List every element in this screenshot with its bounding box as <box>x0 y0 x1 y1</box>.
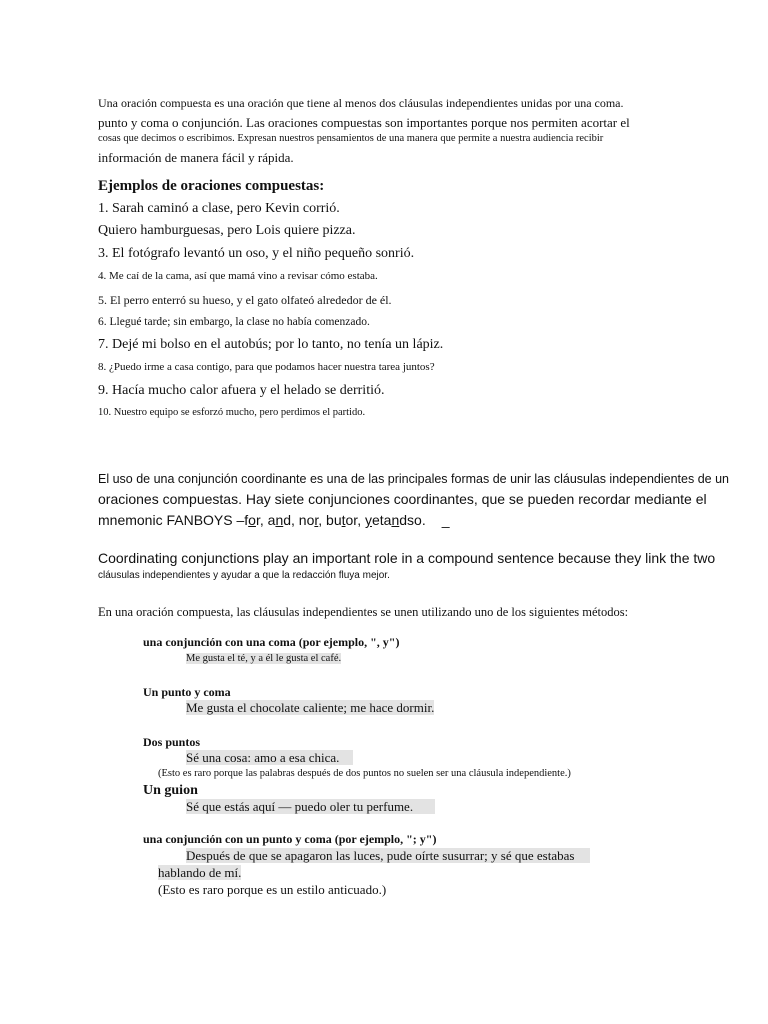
intro-line-1: Una oración compuesta es una oración que tiene al menos dos cláusulas independientes unidas por una coma. <box>98 96 624 110</box>
example-10: 10. Nuestro equipo se esforzó mucho, pero perdimos el partido. <box>98 407 366 418</box>
method-1-example-text: Me gusta el té, y a él le gusta el café. <box>186 653 342 664</box>
fanboys-text: dso. <box>399 512 426 528</box>
method-4-example <box>186 799 435 815</box>
method-3-note: (Esto es raro porque las palabras después de dos puntos no suelen ser una cláusula independiente.) <box>158 768 571 779</box>
method-3-example-text: Sé una cosa: amo a esa chica. <box>186 750 353 765</box>
fanboys-letter: t <box>341 512 346 528</box>
method-5-example-text-1: Después de que se apagaron las luces, pude oírte susurrar; y sé que estabas <box>186 848 590 863</box>
method-1-title: una conjunción con una coma (por ejemplo, ", y") <box>143 635 400 649</box>
example-4: 4. Me caí de la cama, así que mamá vino a revisar cómo estaba. <box>98 270 378 282</box>
fanboys-text: , bu <box>318 512 342 528</box>
method-2-title: Un punto y coma <box>143 685 231 699</box>
fanboys-letter: n <box>275 512 284 528</box>
method-4-title: Un guion <box>143 783 198 798</box>
coordinating-line-1: Coordinating conjunctions play an important role in a compound sentence because they link the two <box>98 550 716 566</box>
fanboys-text: eta <box>371 512 392 528</box>
example-5: 5. El perro enterró su hueso, y el gato olfateó alrededor de él. <box>98 293 392 307</box>
intro-line-4: información de manera fácil y rápida. <box>98 150 294 165</box>
method-3-example <box>186 750 353 766</box>
example-1: 1. Sarah caminó a clase, pero Kevin corrió. <box>98 201 340 216</box>
method-4-example-text: Sé que estás aquí — puedo oler tu perfume. <box>186 799 435 814</box>
example-9: 9. Hacía mucho calor afuera y el helado se derritió. <box>98 383 385 398</box>
fanboys-text: or, <box>345 512 365 528</box>
fanboys-line-3 <box>98 512 450 528</box>
example-3: 3. El fotógrafo levantó un oso, y el niño pequeño sonrió. <box>98 246 415 261</box>
method-3-title: Dos puntos <box>143 735 201 749</box>
example-6: 6. Llegué tarde; sin embargo, la clase no había comenzado. <box>98 316 370 328</box>
intro-line-3: cosas que decimos o escribimos. Expresan nuestros pensamientos de una manera que permite a nuestra audiencia recibir <box>98 133 604 144</box>
method-5-title: una conjunción con un punto y coma (por ejemplo, "; y") <box>143 832 437 846</box>
intro-line-2: punto y coma o conjunción. Las oraciones compuestas son importantes porque nos permiten acortar el <box>98 115 630 130</box>
fanboys-text: d, no <box>283 512 315 528</box>
fanboys-letter: y <box>364 512 372 528</box>
method-5-example-line-2 <box>158 865 241 881</box>
fanboys-letter: o <box>248 512 256 528</box>
method-5-example-text-2: hablando de mí. <box>158 865 242 880</box>
method-1-example <box>186 653 341 664</box>
method-5-example-line-1 <box>186 848 590 864</box>
methods-intro: En una oración compuesta, las cláusulas independientes se unen utilizando uno de los siguientes métodos: <box>98 605 629 619</box>
example-2: Quiero hamburguesas, pero Lois quiere pizza. <box>98 223 356 238</box>
fanboys-text: r, a <box>255 512 276 528</box>
coordinating-line-2: cláusulas independientes y ayudar a que la redacción fluya mejor. <box>98 570 390 581</box>
method-5-note: (Esto es raro porque es un estilo anticuado.) <box>158 882 387 897</box>
fanboys-mnemonic-prefix: mnemonic FANBOYS –f <box>98 512 249 528</box>
example-8: 8. ¿Puedo irme a casa contigo, para que podamos hacer nuestra tarea juntos? <box>98 361 435 373</box>
fanboys-letter: n <box>391 512 400 528</box>
example-7: 7. Dejé mi bolso en el autobús; por lo tanto, no tenía un lápiz. <box>98 337 444 352</box>
fanboys-line-1: El uso de una conjunción coordinante es una de las principales formas de unir las cláusulas independientes de un <box>98 472 729 486</box>
fanboys-trailing-mark: _ <box>441 512 450 528</box>
method-2-example-text: Me gusta el chocolate caliente; me hace dormir. <box>186 700 435 715</box>
examples-heading: Ejemplos de oraciones compuestas: <box>98 178 325 194</box>
fanboys-letter: r <box>314 512 319 528</box>
fanboys-line-2: oraciones compuestas. Hay siete conjunciones coordinantes, que se pueden recordar mediante el <box>98 491 707 507</box>
method-2-example <box>186 700 434 716</box>
